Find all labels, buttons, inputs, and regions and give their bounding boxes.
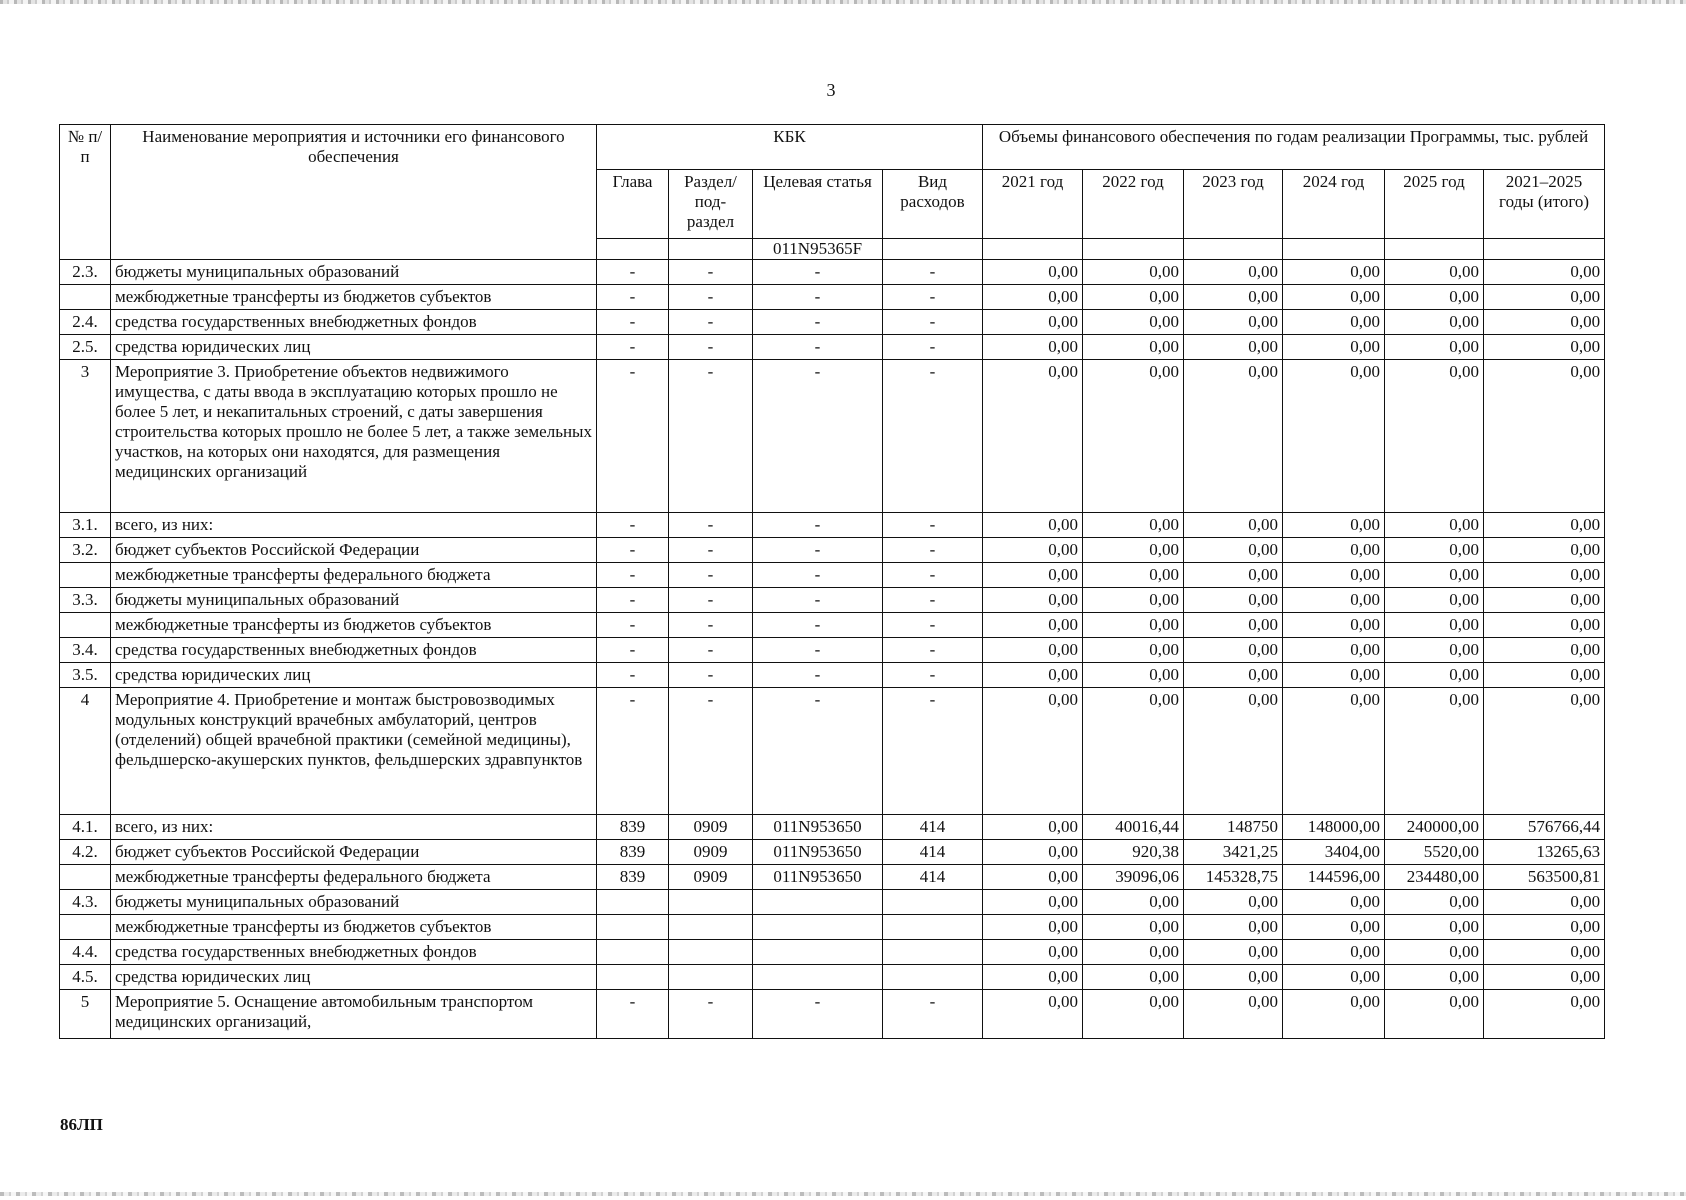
row-2022: 0,00 <box>1083 260 1184 285</box>
row-glava: - <box>597 638 669 663</box>
row-2022: 40016,44 <box>1083 815 1184 840</box>
row-glava <box>597 965 669 990</box>
row-razdel <box>669 915 753 940</box>
header-2024: 2024 год <box>1283 170 1385 239</box>
row-2022: 0,00 <box>1083 990 1184 1039</box>
row-2023: 0,00 <box>1184 335 1283 360</box>
row-razdel <box>669 940 753 965</box>
row-total: 576766,44 <box>1484 815 1605 840</box>
row-2021: 0,00 <box>983 638 1083 663</box>
row-razdel: - <box>669 990 753 1039</box>
row-vid: - <box>883 260 983 285</box>
carryover-razdel <box>669 239 753 260</box>
row-total: 0,00 <box>1484 538 1605 563</box>
row-vid: 414 <box>883 865 983 890</box>
row-2021: 0,00 <box>983 360 1083 513</box>
row-vid <box>883 915 983 940</box>
row-name: средства юридических лиц <box>111 663 597 688</box>
row-name: бюджеты муниципальных образований <box>111 260 597 285</box>
row-2024: 0,00 <box>1283 688 1385 815</box>
row-2023: 0,00 <box>1184 260 1283 285</box>
row-total: 0,00 <box>1484 563 1605 588</box>
table-row <box>60 940 1605 965</box>
row-statya <box>753 940 883 965</box>
row-2022: 0,00 <box>1083 940 1184 965</box>
row-2024: 0,00 <box>1283 613 1385 638</box>
row-2024: 0,00 <box>1283 538 1385 563</box>
row-num <box>60 285 111 310</box>
row-2023: 148750 <box>1184 815 1283 840</box>
row-2021: 0,00 <box>983 310 1083 335</box>
table-row <box>60 360 1605 513</box>
header-2022: 2022 год <box>1083 170 1184 239</box>
row-2022: 0,00 <box>1083 965 1184 990</box>
row-total: 0,00 <box>1484 285 1605 310</box>
table-row <box>60 563 1605 588</box>
row-2025: 0,00 <box>1385 285 1484 310</box>
row-2023: 0,00 <box>1184 990 1283 1039</box>
row-name: средства государственных внебюджетных фондов <box>111 310 597 335</box>
row-2023: 0,00 <box>1184 940 1283 965</box>
row-2023: 0,00 <box>1184 310 1283 335</box>
row-2022: 0,00 <box>1083 663 1184 688</box>
header-2023: 2023 год <box>1184 170 1283 239</box>
row-num: 4.1. <box>60 815 111 840</box>
row-2021: 0,00 <box>983 965 1083 990</box>
row-num: 4.5. <box>60 965 111 990</box>
row-2022: 0,00 <box>1083 688 1184 815</box>
row-vid: - <box>883 638 983 663</box>
table-row <box>60 965 1605 990</box>
row-2023: 0,00 <box>1184 563 1283 588</box>
header-volumes: Объемы финансового обеспечения по годам реализации Программы, тыс. рублей <box>983 125 1605 170</box>
row-vid <box>883 940 983 965</box>
row-num: 2.3. <box>60 260 111 285</box>
row-name: межбюджетные трансферты из бюджетов субъектов <box>111 915 597 940</box>
row-glava: 839 <box>597 815 669 840</box>
table-row <box>60 588 1605 613</box>
row-2023: 0,00 <box>1184 285 1283 310</box>
row-2021: 0,00 <box>983 663 1083 688</box>
row-vid: - <box>883 513 983 538</box>
row-num <box>60 613 111 638</box>
row-statya <box>753 965 883 990</box>
row-glava: - <box>597 285 669 310</box>
row-2024: 0,00 <box>1283 285 1385 310</box>
row-total: 0,00 <box>1484 260 1605 285</box>
row-razdel <box>669 965 753 990</box>
row-2021: 0,00 <box>983 613 1083 638</box>
row-name: средства государственных внебюджетных фондов <box>111 638 597 663</box>
row-name: Мероприятие 3. Приобретение объектов недвижимого имущества, с даты ввода в эксплуатацию которых прошло не более 5 лет, и некапитальных строений, с даты завершения строительства которых прошло не более 5 лет, а также земельных участков, на которых они находятся, для размещения медицинских организаций <box>111 360 597 513</box>
row-razdel: - <box>669 310 753 335</box>
row-2025: 0,00 <box>1385 940 1484 965</box>
table-row <box>60 285 1605 310</box>
row-statya: 011N953650 <box>753 840 883 865</box>
row-2021: 0,00 <box>983 990 1083 1039</box>
row-2025: 0,00 <box>1385 588 1484 613</box>
row-vid: - <box>883 538 983 563</box>
row-2023: 145328,75 <box>1184 865 1283 890</box>
row-glava: 839 <box>597 865 669 890</box>
row-statya: - <box>753 638 883 663</box>
row-glava: - <box>597 513 669 538</box>
table-body <box>60 260 1605 1039</box>
row-vid: - <box>883 663 983 688</box>
row-num: 4 <box>60 688 111 815</box>
row-2024: 0,00 <box>1283 588 1385 613</box>
row-2023: 0,00 <box>1184 965 1283 990</box>
row-2023: 0,00 <box>1184 538 1283 563</box>
row-2025: 0,00 <box>1385 990 1484 1039</box>
row-num: 4.4. <box>60 940 111 965</box>
row-name: межбюджетные трансферты федерального бюджета <box>111 563 597 588</box>
row-glava: - <box>597 663 669 688</box>
row-statya: - <box>753 688 883 815</box>
row-glava <box>597 890 669 915</box>
table-row <box>60 688 1605 815</box>
row-total: 0,00 <box>1484 890 1605 915</box>
row-2022: 0,00 <box>1083 563 1184 588</box>
row-2024: 0,00 <box>1283 360 1385 513</box>
row-total: 0,00 <box>1484 638 1605 663</box>
row-name: бюджеты муниципальных образований <box>111 890 597 915</box>
row-statya: - <box>753 310 883 335</box>
row-total: 0,00 <box>1484 360 1605 513</box>
row-2023: 0,00 <box>1184 915 1283 940</box>
header-kbk: КБК <box>597 125 983 170</box>
row-razdel: - <box>669 335 753 360</box>
table-row <box>60 260 1605 285</box>
row-vid <box>883 965 983 990</box>
row-num: 3.1. <box>60 513 111 538</box>
row-total: 0,00 <box>1484 588 1605 613</box>
row-2025: 0,00 <box>1385 638 1484 663</box>
row-razdel: - <box>669 588 753 613</box>
row-statya: - <box>753 285 883 310</box>
row-2022: 0,00 <box>1083 335 1184 360</box>
row-name: бюджет субъектов Российской Федерации <box>111 840 597 865</box>
row-num: 3.4. <box>60 638 111 663</box>
row-total: 0,00 <box>1484 688 1605 815</box>
table-row <box>60 613 1605 638</box>
row-statya <box>753 890 883 915</box>
row-2022: 920,38 <box>1083 840 1184 865</box>
row-glava <box>597 915 669 940</box>
header-glava: Глава <box>597 170 669 239</box>
row-2022: 0,00 <box>1083 638 1184 663</box>
row-vid: - <box>883 588 983 613</box>
row-2021: 0,00 <box>983 688 1083 815</box>
row-num <box>60 865 111 890</box>
row-vid <box>883 890 983 915</box>
table-row <box>60 335 1605 360</box>
row-num: 4.2. <box>60 840 111 865</box>
row-2025: 0,00 <box>1385 310 1484 335</box>
row-vid: - <box>883 613 983 638</box>
row-statya: - <box>753 663 883 688</box>
row-glava: - <box>597 613 669 638</box>
row-statya: - <box>753 538 883 563</box>
row-2021: 0,00 <box>983 335 1083 360</box>
row-statya: 011N953650 <box>753 865 883 890</box>
row-2025: 0,00 <box>1385 915 1484 940</box>
row-2022: 0,00 <box>1083 538 1184 563</box>
row-statya: - <box>753 260 883 285</box>
row-num: 2.5. <box>60 335 111 360</box>
row-2023: 0,00 <box>1184 890 1283 915</box>
table-row <box>60 990 1605 1039</box>
row-2024: 0,00 <box>1283 310 1385 335</box>
page-number: 3 <box>826 80 836 100</box>
row-2021: 0,00 <box>983 865 1083 890</box>
header-2025: 2025 год <box>1385 170 1484 239</box>
row-statya: - <box>753 563 883 588</box>
row-razdel: - <box>669 638 753 663</box>
row-glava: - <box>597 335 669 360</box>
row-statya: - <box>753 360 883 513</box>
row-2021: 0,00 <box>983 588 1083 613</box>
row-2021: 0,00 <box>983 285 1083 310</box>
row-2025: 240000,00 <box>1385 815 1484 840</box>
row-total: 0,00 <box>1484 915 1605 940</box>
row-total: 563500,81 <box>1484 865 1605 890</box>
row-name: межбюджетные трансферты из бюджетов субъектов <box>111 613 597 638</box>
row-2024: 0,00 <box>1283 260 1385 285</box>
table-row <box>60 513 1605 538</box>
row-2025: 0,00 <box>1385 335 1484 360</box>
row-num: 3.3. <box>60 588 111 613</box>
row-num: 4.3. <box>60 890 111 915</box>
header-2021: 2021 год <box>983 170 1083 239</box>
row-name: бюджеты муниципальных образований <box>111 588 597 613</box>
row-statya: - <box>753 335 883 360</box>
row-2022: 0,00 <box>1083 588 1184 613</box>
row-2024: 0,00 <box>1283 940 1385 965</box>
table-row <box>60 310 1605 335</box>
financing-table <box>59 124 1605 1039</box>
row-2023: 0,00 <box>1184 638 1283 663</box>
row-2022: 0,00 <box>1083 890 1184 915</box>
header-name: Наименование мероприятия и источники его финансового обеспечения <box>111 125 597 260</box>
row-vid: - <box>883 990 983 1039</box>
header-num: № п/п <box>60 125 111 260</box>
row-2025: 0,00 <box>1385 538 1484 563</box>
row-razdel: - <box>669 360 753 513</box>
header-vid: Вид расходов <box>883 170 983 239</box>
carryover-glava <box>597 239 669 260</box>
table-row <box>60 815 1605 840</box>
row-razdel: 0909 <box>669 815 753 840</box>
row-num: 3.5. <box>60 663 111 688</box>
header-total: 2021–2025 годы (итого) <box>1484 170 1605 239</box>
row-2021: 0,00 <box>983 538 1083 563</box>
row-2024: 0,00 <box>1283 335 1385 360</box>
row-2025: 0,00 <box>1385 890 1484 915</box>
row-total: 0,00 <box>1484 613 1605 638</box>
row-name: Мероприятие 5. Оснащение автомобильным транспортом медицинских организаций, <box>111 990 597 1039</box>
table-row <box>60 638 1605 663</box>
table-row <box>60 663 1605 688</box>
row-2021: 0,00 <box>983 915 1083 940</box>
row-2024: 0,00 <box>1283 513 1385 538</box>
row-2022: 0,00 <box>1083 360 1184 513</box>
carryover-vid <box>883 239 983 260</box>
table-row <box>60 915 1605 940</box>
row-name: бюджет субъектов Российской Федерации <box>111 538 597 563</box>
row-name: средства юридических лиц <box>111 965 597 990</box>
row-total: 0,00 <box>1484 663 1605 688</box>
row-2022: 0,00 <box>1083 310 1184 335</box>
row-2024: 0,00 <box>1283 663 1385 688</box>
row-2021: 0,00 <box>983 260 1083 285</box>
row-2021: 0,00 <box>983 815 1083 840</box>
carryover-statya: 011N95365F <box>753 239 883 260</box>
row-glava: - <box>597 588 669 613</box>
row-statya: - <box>753 990 883 1039</box>
row-statya: 011N953650 <box>753 815 883 840</box>
row-2023: 0,00 <box>1184 588 1283 613</box>
row-2025: 0,00 <box>1385 563 1484 588</box>
row-vid: 414 <box>883 815 983 840</box>
row-2021: 0,00 <box>983 940 1083 965</box>
row-statya: - <box>753 513 883 538</box>
row-2025: 0,00 <box>1385 260 1484 285</box>
row-razdel: 0909 <box>669 865 753 890</box>
row-vid: - <box>883 563 983 588</box>
row-glava: 839 <box>597 840 669 865</box>
row-statya <box>753 915 883 940</box>
row-glava: - <box>597 260 669 285</box>
row-2023: 3421,25 <box>1184 840 1283 865</box>
row-name: средства государственных внебюджетных фондов <box>111 940 597 965</box>
row-2022: 0,00 <box>1083 613 1184 638</box>
row-statya: - <box>753 588 883 613</box>
row-2024: 3404,00 <box>1283 840 1385 865</box>
row-2024: 0,00 <box>1283 638 1385 663</box>
row-vid: - <box>883 285 983 310</box>
row-glava <box>597 940 669 965</box>
row-num: 3 <box>60 360 111 513</box>
row-2025: 0,00 <box>1385 663 1484 688</box>
row-2025: 0,00 <box>1385 965 1484 990</box>
row-name: средства юридических лиц <box>111 335 597 360</box>
row-2024: 0,00 <box>1283 890 1385 915</box>
row-num: 5 <box>60 990 111 1039</box>
row-2025: 234480,00 <box>1385 865 1484 890</box>
row-total: 0,00 <box>1484 310 1605 335</box>
row-vid: - <box>883 310 983 335</box>
row-name: всего, из них: <box>111 513 597 538</box>
row-vid: - <box>883 360 983 513</box>
row-total: 0,00 <box>1484 335 1605 360</box>
row-razdel <box>669 890 753 915</box>
table-row <box>60 538 1605 563</box>
row-2023: 0,00 <box>1184 688 1283 815</box>
row-2022: 39096,06 <box>1083 865 1184 890</box>
row-glava: - <box>597 563 669 588</box>
row-total: 13265,63 <box>1484 840 1605 865</box>
table-row <box>60 890 1605 915</box>
row-2023: 0,00 <box>1184 663 1283 688</box>
row-razdel: - <box>669 538 753 563</box>
row-statya: - <box>753 613 883 638</box>
header-statya: Целевая статья <box>753 170 883 239</box>
row-vid: - <box>883 335 983 360</box>
scan-edge-bottom <box>0 1192 1686 1196</box>
row-2024: 144596,00 <box>1283 865 1385 890</box>
row-2023: 0,00 <box>1184 360 1283 513</box>
table-row <box>60 840 1605 865</box>
row-2024: 0,00 <box>1283 990 1385 1039</box>
row-2022: 0,00 <box>1083 513 1184 538</box>
row-2024: 148000,00 <box>1283 815 1385 840</box>
row-razdel: - <box>669 513 753 538</box>
row-razdel: - <box>669 663 753 688</box>
row-2025: 5520,00 <box>1385 840 1484 865</box>
row-name: всего, из них: <box>111 815 597 840</box>
row-total: 0,00 <box>1484 965 1605 990</box>
row-name: Мероприятие 4. Приобретение и монтаж быстровозводимых модульных конструкций врачебных амбулаторий, центров (отделений) общей врачебной практики (семейной медицины), фельдшерско-акушерских пунктов, фельдшерских здравпунктов <box>111 688 597 815</box>
row-name: межбюджетные трансферты из бюджетов субъектов <box>111 285 597 310</box>
table-row <box>60 865 1605 890</box>
row-2025: 0,00 <box>1385 688 1484 815</box>
row-2025: 0,00 <box>1385 513 1484 538</box>
row-2024: 0,00 <box>1283 915 1385 940</box>
row-vid: - <box>883 688 983 815</box>
row-razdel: 0909 <box>669 840 753 865</box>
row-2023: 0,00 <box>1184 613 1283 638</box>
row-2024: 0,00 <box>1283 965 1385 990</box>
row-glava: - <box>597 360 669 513</box>
row-glava: - <box>597 538 669 563</box>
row-2021: 0,00 <box>983 890 1083 915</box>
row-total: 0,00 <box>1484 940 1605 965</box>
row-num: 3.2. <box>60 538 111 563</box>
row-2021: 0,00 <box>983 513 1083 538</box>
row-2025: 0,00 <box>1385 613 1484 638</box>
row-2025: 0,00 <box>1385 360 1484 513</box>
row-num: 2.4. <box>60 310 111 335</box>
row-razdel: - <box>669 563 753 588</box>
row-num <box>60 563 111 588</box>
header-razdel: Раздел/ под-раздел <box>669 170 753 239</box>
document-code: 86ЛП <box>60 1115 103 1134</box>
row-2024: 0,00 <box>1283 563 1385 588</box>
row-2022: 0,00 <box>1083 915 1184 940</box>
row-glava: - <box>597 990 669 1039</box>
row-total: 0,00 <box>1484 990 1605 1039</box>
row-vid: 414 <box>883 840 983 865</box>
scan-edge-top <box>0 0 1686 4</box>
row-razdel: - <box>669 613 753 638</box>
row-total: 0,00 <box>1484 513 1605 538</box>
row-num <box>60 915 111 940</box>
row-razdel: - <box>669 260 753 285</box>
row-razdel: - <box>669 285 753 310</box>
row-glava: - <box>597 688 669 815</box>
row-2022: 0,00 <box>1083 285 1184 310</box>
row-glava: - <box>597 310 669 335</box>
row-razdel: - <box>669 688 753 815</box>
row-2023: 0,00 <box>1184 513 1283 538</box>
row-name: межбюджетные трансферты федерального бюджета <box>111 865 597 890</box>
row-2021: 0,00 <box>983 840 1083 865</box>
row-2021: 0,00 <box>983 563 1083 588</box>
